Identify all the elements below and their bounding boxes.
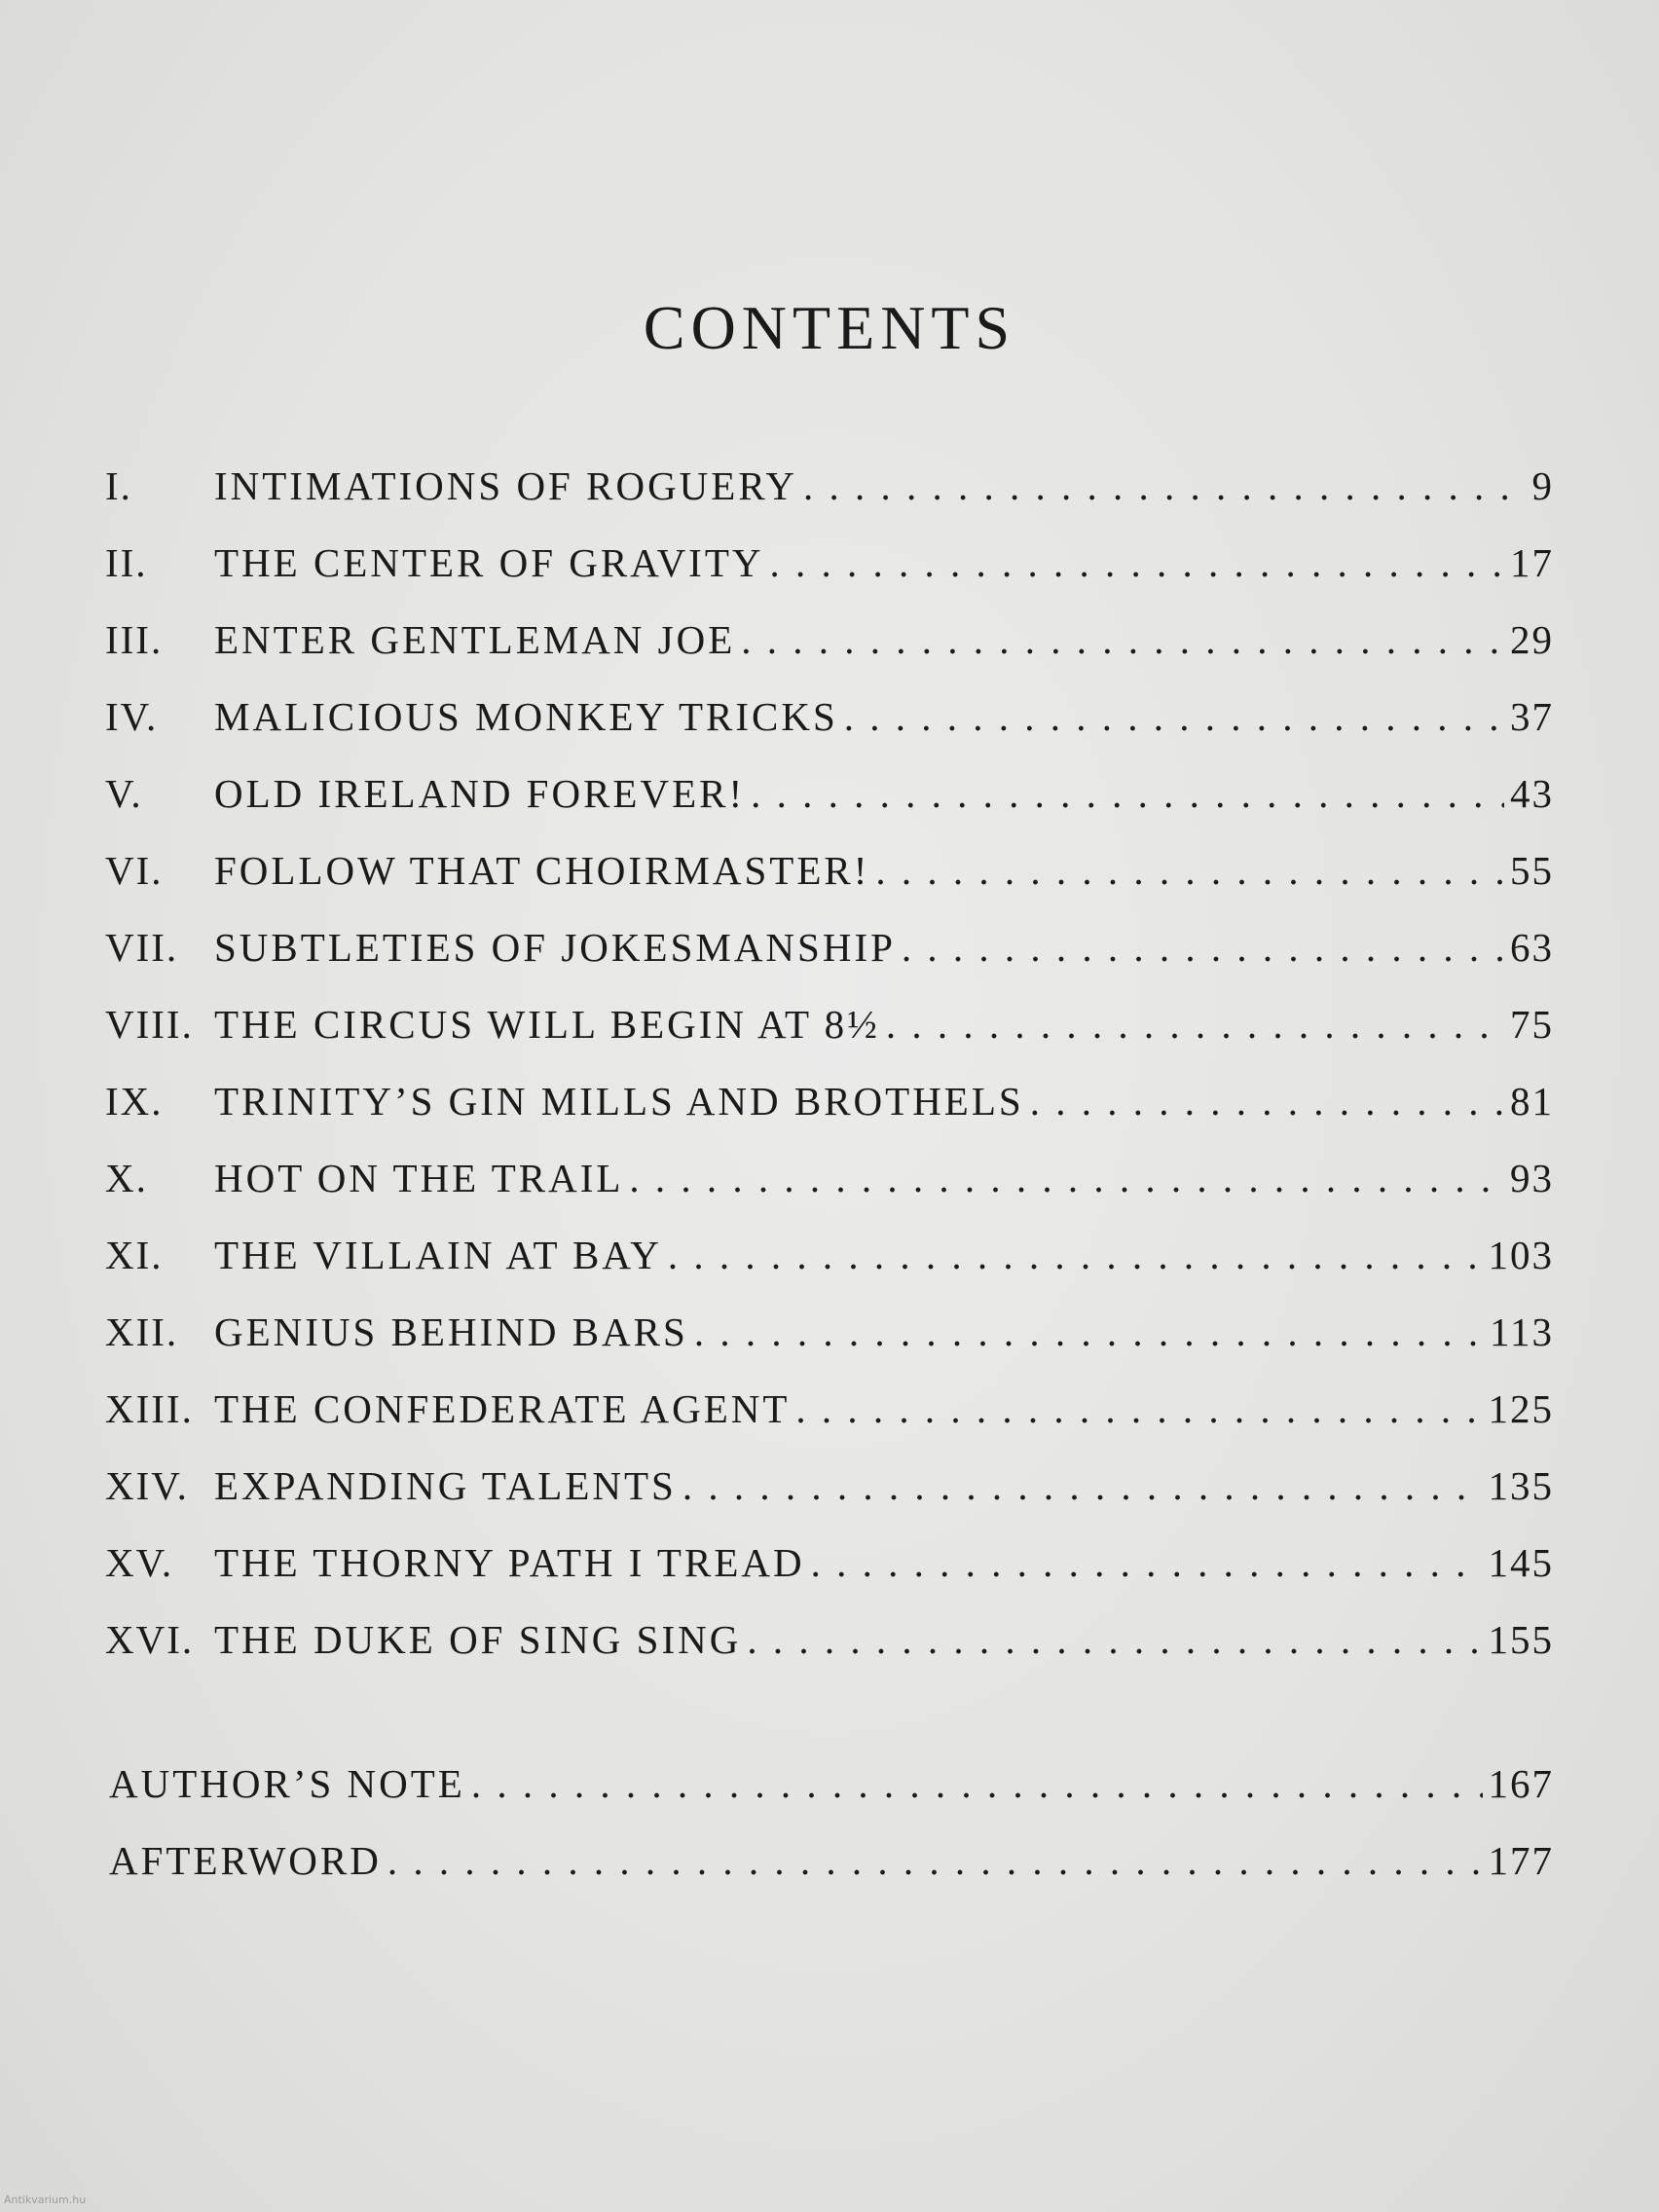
page-number: 167 [1488, 1761, 1554, 1806]
toc-entry [105, 1232, 1554, 1309]
toc-entry [105, 924, 1554, 1001]
chapter-title: THE CONFEDERATE AGENT [214, 1386, 791, 1431]
chapter-title: THE CENTER OF GRAVITY [214, 540, 764, 585]
dot-leader [1030, 1078, 1504, 1124]
page-number: 37 [1510, 694, 1554, 739]
chapter-title: HOT ON THE TRAIL [214, 1156, 624, 1200]
toc-entry [105, 1385, 1554, 1462]
dot-leader [629, 1155, 1504, 1201]
dot-leader [803, 462, 1526, 509]
chapter-numeral: I. [105, 463, 132, 508]
page-number: 55 [1510, 848, 1554, 893]
dot-leader [694, 1309, 1484, 1355]
chapter-title: GENIUS BEHIND BARS [214, 1309, 688, 1354]
chapter-title: TRINITY’S GIN MILLS AND BROTHELS [214, 1079, 1024, 1124]
dot-leader [682, 1462, 1483, 1509]
chapter-title: MALICIOUS MONKEY TRICKS [214, 694, 838, 739]
chapter-title: THE CIRCUS WILL BEGIN AT 8½ [214, 1002, 880, 1047]
chapter-numeral: VIII. [105, 1002, 194, 1047]
toc-entry [105, 1309, 1554, 1385]
chapter-numeral: XI. [105, 1233, 164, 1277]
page-number: 17 [1510, 540, 1554, 585]
section-title: AUTHOR’S NOTE [109, 1761, 465, 1806]
chapter-numeral: XIII. [105, 1386, 194, 1431]
page-number: 29 [1510, 617, 1554, 662]
table-of-contents [105, 462, 1554, 1693]
page-number: 135 [1488, 1463, 1554, 1508]
toc-entry [105, 693, 1554, 770]
toc-entry-afterword [109, 1837, 1554, 1914]
back-matter [109, 1760, 1554, 1914]
dot-leader [747, 1616, 1482, 1663]
page-number: 9 [1531, 463, 1554, 508]
page-number: 75 [1510, 1002, 1554, 1047]
chapter-numeral: II. [105, 540, 148, 585]
chapter-title: ENTER GENTLEMAN JOE [214, 617, 736, 662]
page-number: 155 [1488, 1617, 1554, 1662]
toc-entry [105, 847, 1554, 924]
chapter-title: THE DUKE OF SING SING [214, 1617, 742, 1662]
dot-leader [875, 847, 1504, 894]
chapter-numeral: XII. [105, 1309, 179, 1354]
page-number: 177 [1488, 1838, 1554, 1883]
chapter-numeral: VII. [105, 925, 179, 970]
chapter-numeral: VI. [105, 848, 164, 893]
toc-entry [105, 1078, 1554, 1155]
chapter-title: EXPANDING TALENTS [214, 1463, 677, 1508]
page-number: 113 [1490, 1309, 1554, 1354]
dot-leader [741, 616, 1504, 663]
chapter-title: FOLLOW THAT CHOIRMASTER! [214, 848, 870, 893]
dot-leader [751, 770, 1504, 817]
chapter-title: SUBTLETIES OF JOKESMANSHIP [214, 925, 896, 970]
section-title: AFTERWORD [109, 1838, 382, 1883]
page-number: 103 [1488, 1233, 1554, 1277]
chapter-title: INTIMATIONS OF ROGUERY [214, 463, 798, 508]
toc-entry [105, 1539, 1554, 1616]
page-number: 43 [1510, 771, 1554, 816]
chapter-numeral: IX. [105, 1079, 164, 1124]
dot-leader [811, 1539, 1483, 1586]
dot-leader [770, 539, 1505, 586]
chapter-numeral: V. [105, 771, 143, 816]
chapter-title: THE THORNY PATH I TREAD [214, 1540, 805, 1585]
chapter-title: OLD IRELAND FOREVER! [214, 771, 746, 816]
chapter-numeral: XIV. [105, 1463, 189, 1508]
page-number: 125 [1488, 1386, 1554, 1431]
page-number: 81 [1510, 1079, 1554, 1124]
chapter-numeral: IV. [105, 694, 159, 739]
toc-entry [105, 1462, 1554, 1539]
toc-entry [105, 1616, 1554, 1693]
dot-leader [387, 1837, 1483, 1884]
page-title: CONTENTS [643, 293, 1016, 362]
page-number: 93 [1510, 1156, 1554, 1200]
dot-leader [471, 1760, 1483, 1807]
chapter-numeral: X. [105, 1156, 148, 1200]
watermark: Antikvarium.hu [4, 2194, 87, 2206]
dot-leader [902, 924, 1504, 971]
dot-leader [844, 693, 1504, 740]
toc-entry [105, 1155, 1554, 1232]
toc-entry-authors-note [109, 1760, 1554, 1837]
dot-leader [886, 1001, 1504, 1048]
toc-entry [105, 1001, 1554, 1078]
toc-entry [105, 539, 1554, 616]
chapter-numeral: XVI. [105, 1617, 195, 1662]
chapter-title: THE VILLAIN AT BAY [214, 1233, 662, 1277]
dot-leader [795, 1385, 1482, 1432]
page-number: 63 [1510, 925, 1554, 970]
dot-leader [668, 1232, 1483, 1278]
chapter-numeral: III. [105, 617, 164, 662]
toc-entry [105, 616, 1554, 693]
page-number: 145 [1488, 1540, 1554, 1585]
chapter-numeral: XV. [105, 1540, 174, 1585]
toc-entry [105, 770, 1554, 847]
toc-entry [105, 462, 1554, 539]
